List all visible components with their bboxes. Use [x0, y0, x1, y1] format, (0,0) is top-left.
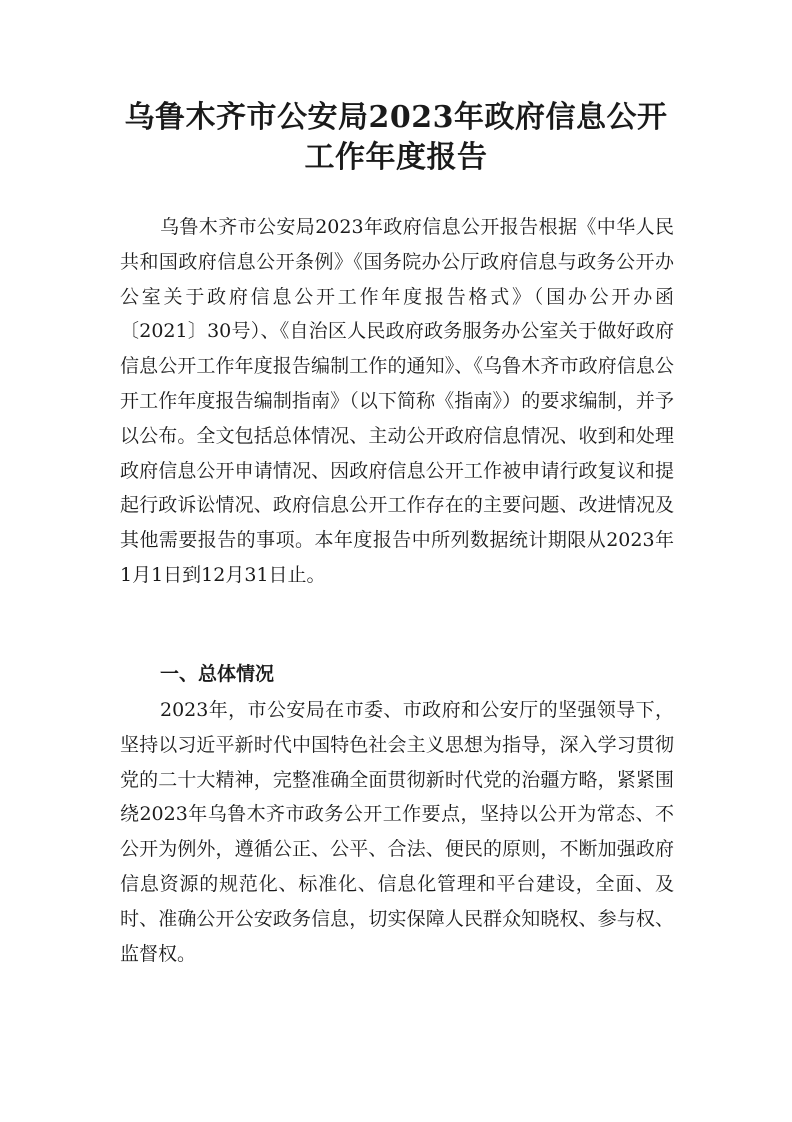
section1-paragraph: 2023年，市公安局在市委、市政府和公安厅的坚强领导下，坚持以习近平新时代中国特色社会主义思想为指导，深入学习贯彻党的二十大精神，完整准确全面贯彻新时代党的治疆方略，紧紧围绕2023年乌鲁木齐市政务公开工作要点，坚持以公开为常态、不公开为例外，遵循公正、公平、合法、便民的原则，不断加强政府信息资源的规范化、标准化、信息化管理和平台建设，全面、及时、准确公开公安政务信息，切实保障人民群众知晓权、参与权、监督权。	[120, 699, 674, 965]
section1-heading: 一、总体情况	[160, 663, 275, 685]
intro-paragraph: 乌鲁木齐市公安局2023年政府信息公开报告根据《中华人民共和国政府信息公开条例》《国务院办公厅政府信息与政务公开办公室关于政府信息公开工作年度报告格式》（国办公开办函〔2021〕30号）、《自治区人民政府政务服务办公室关于做好政府信息公开工作年度报告编制工作的通知》、《乌鲁木齐市政府信息公开工作年度报告编制指南》（以下简称《指南》）的要求编制，并予以公布。全文包括总体情况、主动公开政府信息情况、收到和处理政府信息公开申请情况、因政府信息公开工作被申请行政复议和提起行政诉讼情况、政府信息公开工作存在的主要问题、改进情况及其他需要报告的事项。本年度报告中所列数据统计期限从2023年1月1日到12月31日止。	[120, 216, 674, 586]
document-title-line1: 乌鲁木齐市公安局2023年政府信息公开	[124, 100, 668, 135]
document-title-line2: 工作年度报告	[304, 140, 488, 175]
